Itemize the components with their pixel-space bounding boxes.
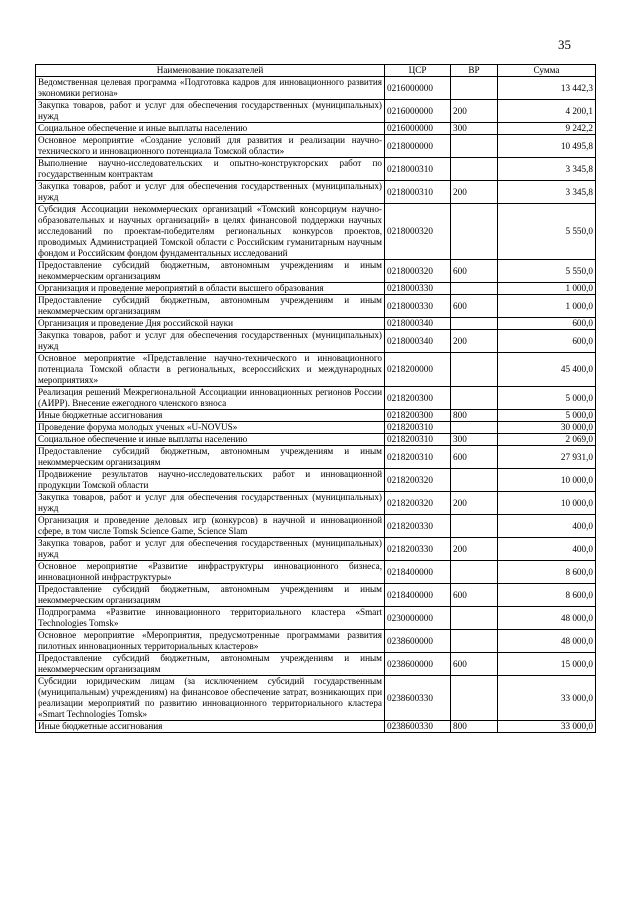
row-vr-cell: 600 bbox=[451, 295, 498, 318]
row-vr-cell bbox=[451, 353, 498, 387]
row-vr-cell bbox=[451, 630, 498, 653]
row-name-cell: Подпрограмма «Развитие инновационного территориального кластера «Smart Technologies Tomsk» bbox=[36, 607, 385, 630]
row-vr-cell bbox=[451, 135, 498, 158]
row-csr-cell: 0218000340 bbox=[385, 330, 451, 353]
row-name-cell: Ведомственная целевая программа «Подготовка кадров для инновационного развития экономики региона» bbox=[36, 77, 385, 100]
row-sum-cell: 30 000,0 bbox=[498, 422, 596, 434]
row-sum-cell: 10 000,0 bbox=[498, 469, 596, 492]
row-name-cell: Предоставление субсидий бюджетным, автономным учреждениям и иным некоммерческим организациям bbox=[36, 446, 385, 469]
table-row bbox=[36, 353, 596, 387]
row-name-cell: Реализация решений Межрегиональной Ассоциации инновационных регионов России (АИРР). Внесение ежегодного членского взноса bbox=[36, 387, 385, 410]
row-csr-cell: 0218200330 bbox=[385, 515, 451, 538]
row-name-cell: Предоставление субсидий бюджетным, автономным учреждениям и иным некоммерческим организациям bbox=[36, 653, 385, 676]
row-sum-cell: 8 600,0 bbox=[498, 561, 596, 584]
row-csr-cell: 0218400000 bbox=[385, 584, 451, 607]
row-sum-cell: 48 000,0 bbox=[498, 607, 596, 630]
row-vr-cell bbox=[451, 283, 498, 295]
row-csr-cell: 0218000330 bbox=[385, 283, 451, 295]
row-sum-cell: 45 400,0 bbox=[498, 353, 596, 387]
row-name-cell: Организация и проведение Дня российской науки bbox=[36, 318, 385, 330]
row-name-cell: Социальное обеспечение и иные выплаты населению bbox=[36, 434, 385, 446]
table-row bbox=[36, 676, 596, 721]
header-vr: ВР bbox=[451, 65, 498, 77]
table-row bbox=[36, 283, 596, 295]
table-row bbox=[36, 422, 596, 434]
row-sum-cell: 600,0 bbox=[498, 318, 596, 330]
row-csr-cell: 0218000310 bbox=[385, 181, 451, 204]
row-csr-cell: 0218200330 bbox=[385, 538, 451, 561]
header-sum: Сумма bbox=[498, 65, 596, 77]
table-row bbox=[36, 434, 596, 446]
row-vr-cell: 200 bbox=[451, 181, 498, 204]
table-row bbox=[36, 204, 596, 260]
row-name-cell: Закупка товаров, работ и услуг для обеспечения государственных (муниципальных) нужд bbox=[36, 492, 385, 515]
row-name-cell: Закупка товаров, работ и услуг для обеспечения государственных (муниципальных) нужд bbox=[36, 100, 385, 123]
row-vr-cell: 800 bbox=[451, 410, 498, 422]
row-vr-cell: 600 bbox=[451, 260, 498, 283]
table-row bbox=[36, 123, 596, 135]
row-vr-cell: 800 bbox=[451, 721, 498, 733]
row-vr-cell bbox=[451, 676, 498, 721]
row-sum-cell: 600,0 bbox=[498, 330, 596, 353]
row-csr-cell: 0218200320 bbox=[385, 492, 451, 515]
row-name-cell: Иные бюджетные ассигнования bbox=[36, 410, 385, 422]
row-vr-cell bbox=[451, 318, 498, 330]
row-csr-cell: 0218400000 bbox=[385, 561, 451, 584]
table-row bbox=[36, 446, 596, 469]
row-sum-cell: 3 345,8 bbox=[498, 158, 596, 181]
row-sum-cell: 27 931,0 bbox=[498, 446, 596, 469]
table-row bbox=[36, 181, 596, 204]
row-name-cell: Субсидии юридическим лицам (за исключением субсидий государственным (муниципальным) учреждениям) на финансовое обеспечение затрат, возникающих при реализации мероприятий по развитию инновационного территориального кластера «Smart Technologies Tomsk» bbox=[36, 676, 385, 721]
row-csr-cell: 0218200300 bbox=[385, 387, 451, 410]
row-name-cell: Основное мероприятие «Мероприятия, предусмотренные программами развития пилотных инновационных территориальных кластеров» bbox=[36, 630, 385, 653]
row-vr-cell bbox=[451, 387, 498, 410]
row-csr-cell: 0218000000 bbox=[385, 135, 451, 158]
table-row bbox=[36, 158, 596, 181]
row-vr-cell: 200 bbox=[451, 492, 498, 515]
row-vr-cell: 600 bbox=[451, 584, 498, 607]
row-sum-cell: 48 000,0 bbox=[498, 630, 596, 653]
row-name-cell: Предоставление субсидий бюджетным, автономным учреждениям и иным некоммерческим организациям bbox=[36, 295, 385, 318]
row-csr-cell: 0216000000 bbox=[385, 100, 451, 123]
table-row bbox=[36, 515, 596, 538]
row-csr-cell: 0238600330 bbox=[385, 721, 451, 733]
table-row bbox=[36, 538, 596, 561]
row-vr-cell: 200 bbox=[451, 538, 498, 561]
row-sum-cell: 1 000,0 bbox=[498, 295, 596, 318]
budget-table bbox=[35, 64, 596, 733]
row-csr-cell: 0238600330 bbox=[385, 676, 451, 721]
row-sum-cell: 13 442,3 bbox=[498, 77, 596, 100]
table-row bbox=[36, 469, 596, 492]
row-name-cell: Основное мероприятие «Развитие инфраструктуры инновационного бизнеса, инновационной инфраструктуры» bbox=[36, 561, 385, 584]
row-csr-cell: 0218000320 bbox=[385, 260, 451, 283]
row-sum-cell: 10 495,8 bbox=[498, 135, 596, 158]
row-vr-cell bbox=[451, 204, 498, 260]
row-vr-cell bbox=[451, 469, 498, 492]
table-row bbox=[36, 330, 596, 353]
row-name-cell: Организация и проведение деловых игр (конкурсов) в научной и инновационной сфере, в том числе Tomsk Science Game, Science Slam bbox=[36, 515, 385, 538]
row-name-cell: Закупка товаров, работ и услуг для обеспечения государственных (муниципальных) нужд bbox=[36, 538, 385, 561]
row-name-cell: Закупка товаров, работ и услуг для обеспечения государственных (муниципальных) нужд bbox=[36, 330, 385, 353]
row-sum-cell: 2 069,0 bbox=[498, 434, 596, 446]
row-csr-cell: 0238600000 bbox=[385, 653, 451, 676]
row-csr-cell: 0216000000 bbox=[385, 77, 451, 100]
row-name-cell: Основное мероприятие «Представление научно-технического и инновационного потенциала Томской области в региональных, всероссийских и международных мероприятиях» bbox=[36, 353, 385, 387]
row-sum-cell: 5 550,0 bbox=[498, 260, 596, 283]
table-row bbox=[36, 561, 596, 584]
row-sum-cell: 4 200,1 bbox=[498, 100, 596, 123]
table-row bbox=[36, 100, 596, 123]
row-vr-cell: 200 bbox=[451, 330, 498, 353]
row-sum-cell: 5 000,0 bbox=[498, 410, 596, 422]
table-row bbox=[36, 607, 596, 630]
header-name: Наименование показателей bbox=[36, 65, 385, 77]
row-csr-cell: 0230000000 bbox=[385, 607, 451, 630]
row-sum-cell: 3 345,8 bbox=[498, 181, 596, 204]
table-row bbox=[36, 721, 596, 733]
row-name-cell: Предоставление субсидий бюджетным, автономным учреждениям и иным некоммерческим организациям bbox=[36, 260, 385, 283]
row-name-cell: Предоставление субсидий бюджетным, автономным учреждениям и иным некоммерческим организациям bbox=[36, 584, 385, 607]
table-row bbox=[36, 318, 596, 330]
row-name-cell: Закупка товаров, работ и услуг для обеспечения государственных (муниципальных) нужд bbox=[36, 181, 385, 204]
table-row bbox=[36, 260, 596, 283]
row-sum-cell: 33 000,0 bbox=[498, 721, 596, 733]
row-csr-cell: 0218000330 bbox=[385, 295, 451, 318]
row-sum-cell: 9 242,2 bbox=[498, 123, 596, 135]
row-name-cell: Проведение форума молодых ученых «U-NOVUS» bbox=[36, 422, 385, 434]
table-row bbox=[36, 492, 596, 515]
table-row bbox=[36, 135, 596, 158]
row-sum-cell: 10 000,0 bbox=[498, 492, 596, 515]
row-sum-cell: 1 000,0 bbox=[498, 283, 596, 295]
header-csr: ЦСР bbox=[385, 65, 451, 77]
row-csr-cell: 0218000310 bbox=[385, 158, 451, 181]
row-csr-cell: 0216000000 bbox=[385, 123, 451, 135]
row-csr-cell: 0218200310 bbox=[385, 434, 451, 446]
row-name-cell: Организация и проведение мероприятий в области высшего образования bbox=[36, 283, 385, 295]
row-vr-cell bbox=[451, 77, 498, 100]
row-csr-cell: 0238600000 bbox=[385, 630, 451, 653]
row-vr-cell: 300 bbox=[451, 123, 498, 135]
row-csr-cell: 0218200000 bbox=[385, 353, 451, 387]
table-row bbox=[36, 584, 596, 607]
row-csr-cell: 0218200310 bbox=[385, 422, 451, 434]
row-vr-cell bbox=[451, 158, 498, 181]
row-csr-cell: 0218200310 bbox=[385, 446, 451, 469]
row-vr-cell bbox=[451, 515, 498, 538]
row-sum-cell: 400,0 bbox=[498, 538, 596, 561]
row-vr-cell bbox=[451, 561, 498, 584]
row-vr-cell: 200 bbox=[451, 100, 498, 123]
row-csr-cell: 0218200320 bbox=[385, 469, 451, 492]
row-name-cell: Продвижение результатов научно-исследовательских работ и инновационной продукции Томской области bbox=[36, 469, 385, 492]
row-vr-cell bbox=[451, 607, 498, 630]
page-number: 35 bbox=[558, 37, 571, 52]
row-sum-cell: 400,0 bbox=[498, 515, 596, 538]
row-vr-cell bbox=[451, 422, 498, 434]
row-name-cell: Субсидия Ассоциации некоммерческих организаций «Томский консорциум научно-образовательных и научных организаций» в целях финансовой поддержки научных исследований по проектам-победителям региональных конкурсов проектов, проводимых Администрацией Томской области с Российским гуманитарным научным фондом и Российским фондом фундаментальных исследований bbox=[36, 204, 385, 260]
table-row bbox=[36, 387, 596, 410]
row-vr-cell: 600 bbox=[451, 653, 498, 676]
row-vr-cell: 600 bbox=[451, 446, 498, 469]
table-row bbox=[36, 630, 596, 653]
table-row bbox=[36, 653, 596, 676]
row-csr-cell: 0218000320 bbox=[385, 204, 451, 260]
table-row bbox=[36, 410, 596, 422]
row-name-cell: Социальное обеспечение и иные выплаты населению bbox=[36, 123, 385, 135]
table-row bbox=[36, 77, 596, 100]
row-sum-cell: 5 550,0 bbox=[498, 204, 596, 260]
row-sum-cell: 15 000,0 bbox=[498, 653, 596, 676]
row-sum-cell: 5 000,0 bbox=[498, 387, 596, 410]
table-body bbox=[36, 77, 596, 733]
row-name-cell: Основное мероприятие «Создание условий для развития и реализации научно-технического и инновационного потенциала Томской области» bbox=[36, 135, 385, 158]
table-header-row bbox=[36, 65, 596, 77]
row-vr-cell: 300 bbox=[451, 434, 498, 446]
row-csr-cell: 0218200300 bbox=[385, 410, 451, 422]
table-row bbox=[36, 295, 596, 318]
row-csr-cell: 0218000340 bbox=[385, 318, 451, 330]
row-name-cell: Иные бюджетные ассигнования bbox=[36, 721, 385, 733]
row-sum-cell: 8 600,0 bbox=[498, 584, 596, 607]
row-name-cell: Выполнение научно-исследовательских и опытно-конструкторских работ по государственным контрактам bbox=[36, 158, 385, 181]
row-sum-cell: 33 000,0 bbox=[498, 676, 596, 721]
